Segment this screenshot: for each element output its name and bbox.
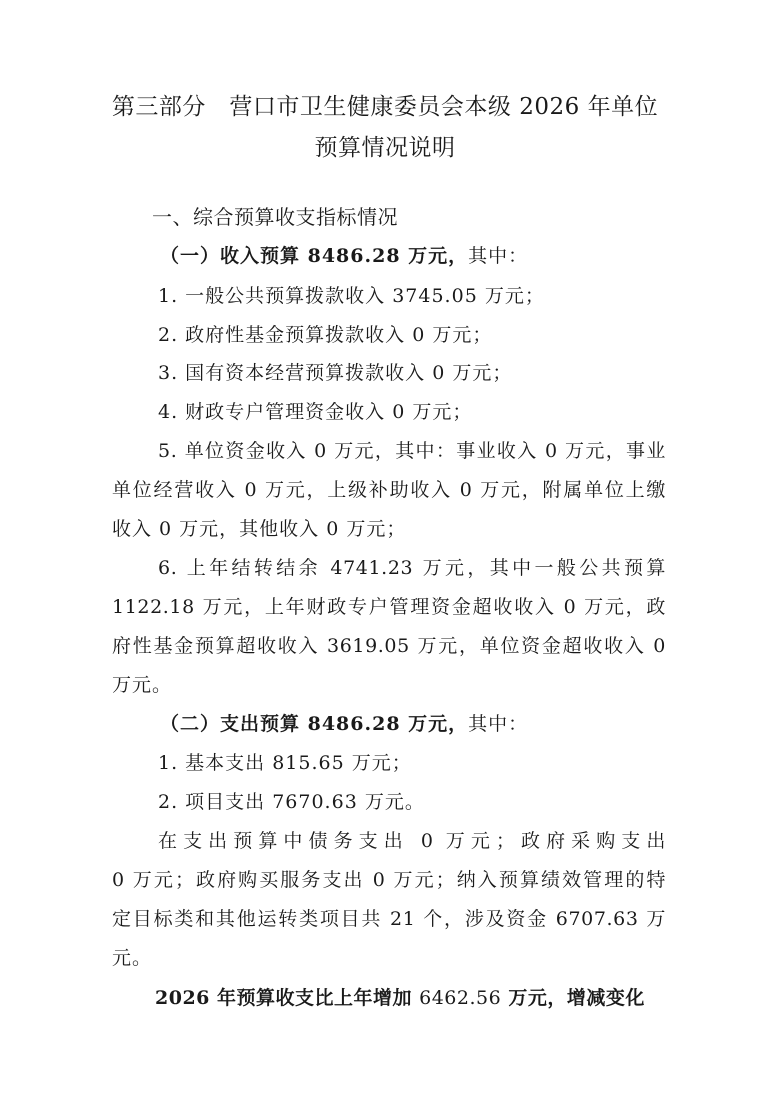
document-title-line-1: 第三部分 营口市卫生健康委员会本级 2026 年单位 (111, 94, 659, 120)
income-item-5-line-2: 单位经营收入 0 万元，上级补助收入 0 万元，附属单位上缴 (112, 479, 666, 501)
income-heading-bold: （一）收入预算 8486.28 万元， (160, 245, 469, 267)
expense-note-line-4: 元。 (112, 947, 153, 969)
expense-item-2: 2. 项目支出 7670.63 万元。 (158, 791, 425, 813)
summary-bold-a: 2026 年预算收支比上年增加 (155, 987, 420, 1009)
income-item-5-line-1: 5. 单位资金收入 0 万元，其中：事业收入 0 万元，事业 (158, 440, 666, 462)
expense-note-line-2: 0 万元；政府购买服务支出 0 万元；纳入预算绩效管理的特 (112, 869, 666, 891)
income-item-3: 3. 国有资本经营预算拨款收入 0 万元； (158, 362, 513, 384)
income-item-1: 1. 一般公共预算拨款收入 3745.05 万元； (158, 285, 545, 307)
expense-heading-tail: 其中： (468, 713, 529, 735)
income-item-4: 4. 财政专户管理资金收入 0 万元； (158, 401, 473, 423)
section-heading: 一、综合预算收支指标情况 (152, 205, 398, 229)
income-item-6-line-4: 万元。 (112, 674, 173, 696)
expense-item-1: 1. 基本支出 815.65 万元； (158, 752, 412, 774)
expense-note-line-3: 定目标类和其他运转类项目共 21 个，涉及资金 6707.63 万 (112, 908, 666, 930)
expense-heading (160, 709, 528, 739)
income-heading (160, 241, 528, 271)
budget-summary-line (155, 983, 645, 1013)
income-item-6-line-1: 6. 上年结转结余 4741.23 万元，其中一般公共预算 (158, 557, 666, 579)
summary-increase-value: 6462.56 (419, 987, 502, 1009)
income-heading-tail: 其中： (468, 245, 529, 267)
income-item-2: 2. 政府性基金预算拨款收入 0 万元； (158, 324, 493, 346)
expense-note-line-1: 在支出预算中债务支出 0 万元；政府采购支出 (158, 830, 666, 852)
income-item-6-line-2: 1122.18 万元，上年财政专户管理资金超收收入 0 万元，政 (112, 596, 666, 618)
document-title-line-2: 预算情况说明 (314, 135, 456, 161)
income-item-6-line-3: 府性基金预算超收收入 3619.05 万元，单位资金超收收入 0 (112, 635, 666, 657)
income-item-5-line-3: 收入 0 万元，其他收入 0 万元； (112, 518, 407, 540)
summary-bold-b: 万元，增减变化 (501, 987, 645, 1009)
expense-heading-bold: （二）支出预算 8486.28 万元， (160, 713, 469, 735)
